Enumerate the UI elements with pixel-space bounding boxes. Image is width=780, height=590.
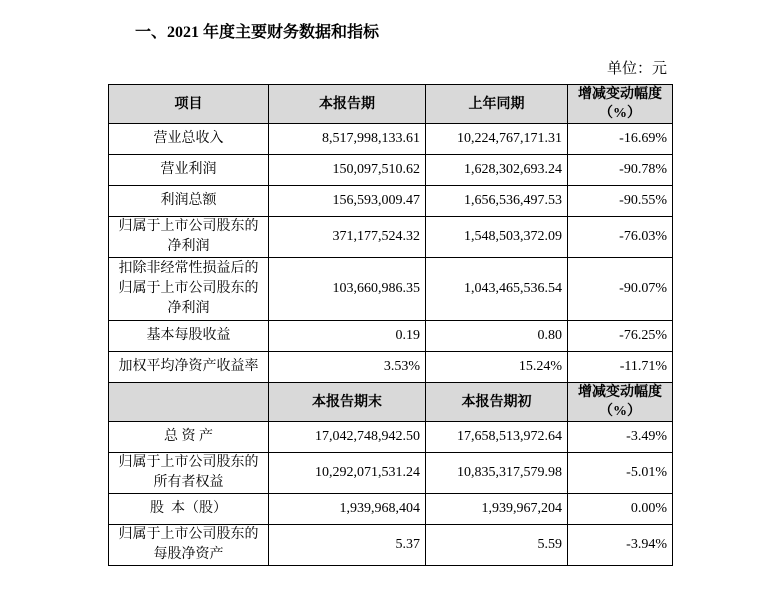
row-label — [109, 258, 269, 321]
table-row — [109, 124, 673, 155]
row-label-line: 净利润 — [167, 301, 210, 316]
table-body — [109, 85, 673, 566]
row-label — [109, 453, 269, 494]
row-label-line: 总 资 产 — [164, 429, 213, 444]
table-row — [109, 494, 673, 525]
current-value: 103,660,986.35 — [269, 258, 426, 321]
current-value: 8,517,998,133.61 — [269, 124, 426, 155]
row-label-line: 归属于上市公司股东的 — [118, 455, 259, 470]
previous-value: 10,835,317,579.98 — [426, 453, 568, 494]
previous-value: 15.24% — [426, 352, 568, 383]
table-header-row — [109, 85, 673, 124]
row-label — [109, 186, 269, 217]
header-item-line: 项目 — [174, 96, 203, 112]
header-change-line: （%） — [599, 404, 641, 419]
row-label-line: 利润总额 — [160, 193, 217, 208]
change-value: -76.03% — [568, 217, 673, 258]
change-value: -5.01% — [568, 453, 673, 494]
table-row — [109, 186, 673, 217]
previous-value: 1,043,465,536.54 — [426, 258, 568, 321]
row-label-line: 股 本（股） — [150, 501, 227, 516]
current-value: 150,097,510.62 — [269, 155, 426, 186]
previous-value: 1,656,536,497.53 — [426, 186, 568, 217]
header-current-period-line: 本报告期末 — [312, 394, 382, 410]
change-value: -76.25% — [568, 321, 673, 352]
current-value: 17,042,748,942.50 — [269, 422, 426, 453]
row-label-line: 所有者权益 — [153, 475, 224, 490]
header-current-period — [269, 383, 426, 422]
previous-value: 10,224,767,171.31 — [426, 124, 568, 155]
table-row — [109, 525, 673, 566]
current-value: 0.19 — [269, 321, 426, 352]
financial-data-table — [108, 84, 673, 566]
row-label-line: 每股净资产 — [153, 547, 224, 562]
current-value: 3.53% — [269, 352, 426, 383]
change-value: -90.78% — [568, 155, 673, 186]
header-current-period — [269, 85, 426, 124]
header-prior-period — [426, 85, 568, 124]
header-prior-period-line: 上年同期 — [468, 96, 525, 112]
header-change-line: 增减变动幅度 — [578, 87, 662, 102]
change-value: -90.55% — [568, 186, 673, 217]
row-label-line: 基本每股收益 — [146, 328, 231, 343]
row-label — [109, 124, 269, 155]
row-label — [109, 321, 269, 352]
unit-label: 单位：元 — [606, 61, 667, 77]
current-value: 5.37 — [269, 525, 426, 566]
previous-value: 1,939,967,204 — [426, 494, 568, 525]
header-change — [568, 85, 673, 124]
current-value: 1,939,968,404 — [269, 494, 426, 525]
row-label-line: 加权平均净资产收益率 — [118, 359, 259, 374]
header-prior-period-line: 本报告期初 — [461, 394, 532, 410]
header-change — [568, 383, 673, 422]
row-label — [109, 422, 269, 453]
table-row — [109, 217, 673, 258]
change-value: 0.00% — [568, 494, 673, 525]
previous-value: 5.59 — [426, 525, 568, 566]
header-change-line: （%） — [599, 106, 641, 121]
table-header-row — [109, 383, 673, 422]
table-row — [109, 321, 673, 352]
row-label — [109, 217, 269, 258]
row-label-line: 归属于上市公司股东的 — [118, 527, 259, 542]
row-label-line: 营业利润 — [160, 162, 217, 177]
previous-value: 1,548,503,372.09 — [426, 217, 568, 258]
section-title: 一、2021 年度主要财务数据和指标 — [135, 24, 380, 41]
row-label-line: 营业总收入 — [153, 131, 224, 146]
row-label-line: 扣除非经常性损益后的 — [118, 261, 259, 276]
header-prior-period — [426, 383, 568, 422]
current-value: 156,593,009.47 — [269, 186, 426, 217]
row-label-line: 净利润 — [167, 239, 210, 254]
row-label-line: 归属于上市公司股东的 — [118, 281, 259, 296]
change-value: -16.69% — [568, 124, 673, 155]
row-label — [109, 494, 269, 525]
row-label — [109, 155, 269, 186]
table-row — [109, 453, 673, 494]
row-label — [109, 525, 269, 566]
row-label — [109, 352, 269, 383]
change-value: -11.71% — [568, 352, 673, 383]
header-item — [109, 85, 269, 124]
header-item — [109, 383, 269, 422]
current-value: 10,292,071,531.24 — [269, 453, 426, 494]
change-value: -3.94% — [568, 525, 673, 566]
table-row — [109, 258, 673, 321]
change-value: -3.49% — [568, 422, 673, 453]
previous-value: 1,628,302,693.24 — [426, 155, 568, 186]
current-value: 371,177,524.32 — [269, 217, 426, 258]
header-change-line: 增减变动幅度 — [578, 385, 662, 400]
table-row — [109, 155, 673, 186]
row-label-line: 归属于上市公司股东的 — [118, 219, 259, 234]
table-row — [109, 352, 673, 383]
table-row — [109, 422, 673, 453]
header-current-period-line: 本报告期 — [319, 96, 375, 112]
change-value: -90.07% — [568, 258, 673, 321]
previous-value: 0.80 — [426, 321, 568, 352]
previous-value: 17,658,513,972.64 — [426, 422, 568, 453]
